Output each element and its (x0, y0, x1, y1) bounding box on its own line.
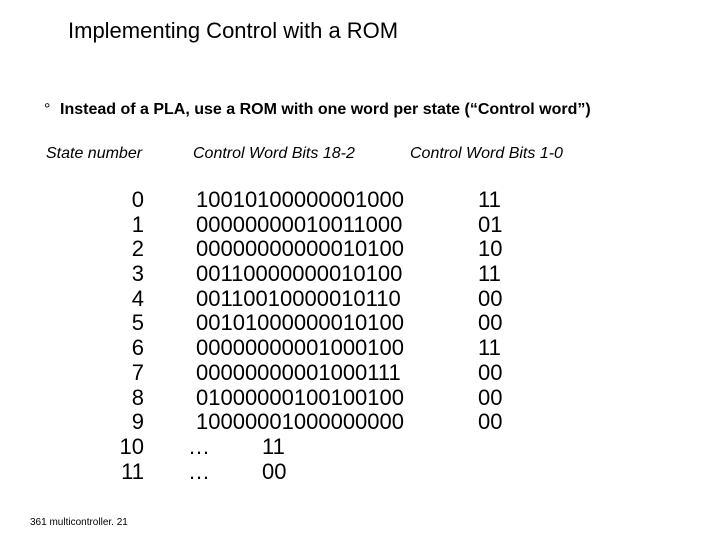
next-state-cell: 00 (478, 359, 503, 385)
control-word-cell: 01000000100100100 (196, 384, 405, 410)
extra-row (188, 460, 404, 485)
next-state-cell: 10 (478, 236, 503, 262)
control-word-cell: 00101000000010100 (196, 310, 405, 336)
bullet-icon: ° (44, 101, 51, 118)
header-control-bits-18-2: Control Word Bits 18-2 (193, 145, 355, 162)
bullet-point (44, 101, 591, 119)
state-cell: 2 (131, 236, 144, 262)
state-cell: 1 (131, 211, 144, 237)
state-cell: 8 (131, 384, 144, 410)
state-cell: 5 (131, 310, 144, 336)
control-word-cell: 00000000010011000 (196, 211, 403, 237)
bullet-text: Instead of a PLA, use a ROM with one word per state (“Control word”) (60, 101, 591, 118)
next-state-cell: 11 (478, 187, 501, 212)
control-word-cell: 00000000001000111 (196, 359, 401, 385)
next-state-bits: 00 (262, 458, 287, 484)
ellipsis: … (188, 458, 210, 484)
control-word-cell: 00000000000010100 (196, 236, 405, 262)
state-cell: 4 (131, 285, 144, 311)
control-word-cell: 00000000001000100 (196, 335, 405, 361)
next-state-bits: 11 (262, 433, 285, 459)
control-bits-1-0-column (478, 188, 502, 435)
control-word-cell: 10010100000001000 (196, 187, 405, 212)
control-word-cell: 00110000000010100 (196, 261, 403, 287)
ellipsis: … (188, 433, 210, 459)
extra-row (188, 435, 404, 460)
state-cell: 11 (121, 458, 144, 484)
control-word-cell: 00110010000010110 (196, 285, 401, 311)
state-cell: 7 (131, 359, 144, 385)
next-state-cell: 00 (478, 384, 503, 410)
state-cell: 6 (131, 335, 144, 361)
next-state-cell: 11 (478, 335, 501, 361)
next-state-cell: 01 (478, 211, 503, 237)
next-state-cell: 11 (478, 261, 501, 287)
state-cell: 10 (119, 433, 144, 459)
next-state-cell: 00 (478, 285, 503, 311)
control-bits-18-2-column (188, 187, 405, 484)
next-state-cell: 00 (478, 310, 503, 336)
control-word-cell: 10000001000000000 (196, 409, 405, 435)
next-state-cell: 00 (478, 409, 503, 435)
header-control-bits-1-0: Control Word Bits 1-0 (410, 145, 563, 162)
state-cell: 0 (131, 187, 144, 212)
state-cell: 3 (131, 261, 144, 287)
state-cell: 9 (131, 409, 144, 435)
slide-footer: 361 multicontroller. 21 (30, 517, 128, 528)
header-state-number: State number (46, 145, 143, 162)
slide-title: Implementing Control with a ROM (68, 18, 399, 43)
state-number-column (100, 188, 144, 484)
